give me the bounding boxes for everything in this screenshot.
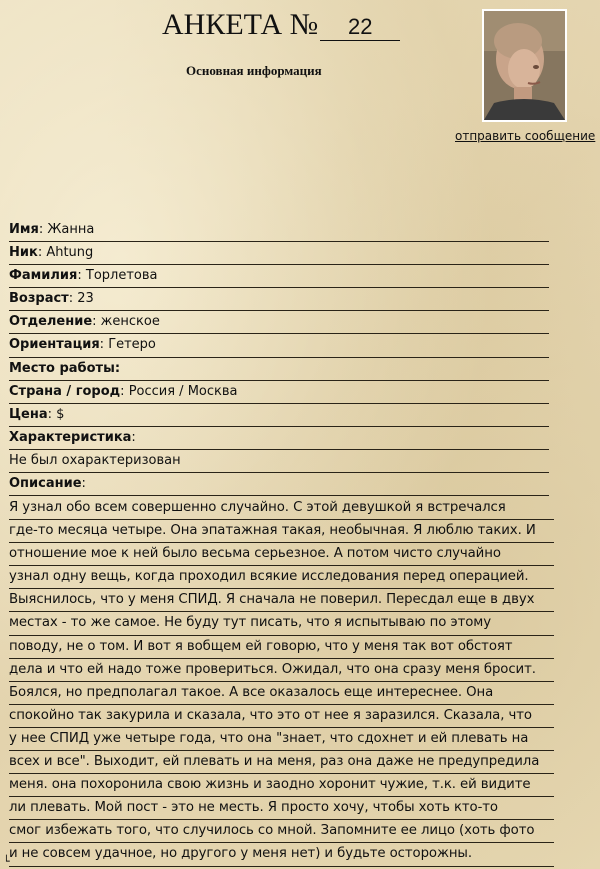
field-label: Имя (9, 222, 39, 237)
description-line: Боялся, но предполагал такое. А все оказалось еще интереснее. Она (9, 682, 554, 705)
field-value: Ahtung (46, 245, 94, 261)
send-message-link[interactable]: отправить сообщение (455, 129, 596, 143)
field-label: Ориентация (9, 337, 100, 353)
profile-photo-image (484, 11, 565, 120)
field-label: Цена (9, 406, 48, 422)
field-label: Фамилия (9, 268, 78, 284)
field-label: Место работы (9, 360, 115, 376)
profile-number: 22 (320, 14, 400, 41)
field-country-city: Страна / город: Россия / Москва (9, 381, 549, 404)
field-value: $ (56, 406, 65, 422)
description-line: меня. она похоронила свою жизнь и заодно хоронит чужие, т.к. ей видите (9, 774, 554, 797)
description-line: Выяснилось, что у меня СПИД. Я сначала не поверил. Пересдал еще в двух (9, 589, 554, 612)
profile-photo (482, 9, 567, 122)
field-surname: Фамилия: Торлетова (9, 265, 549, 288)
field-value: Россия / Москва (128, 383, 238, 399)
description-line: узнал одну вещь, когда проходил всякие исследования перед операцией. (9, 566, 554, 589)
field-label: Возраст (9, 291, 69, 307)
field-value: Жанна (47, 222, 95, 237)
field-name: Имя: Жанна (9, 219, 549, 242)
field-characteristic: Характеристика: (9, 427, 549, 450)
field-label: Отделение (9, 314, 93, 330)
description-line: ли плевать. Мой пост - это не месть. Я просто хочу, чтобы хоть кто-то (9, 797, 554, 820)
description-line: поводу, не о том. И вот я вобщем ей говорю, что у меня так вот обстоят (9, 636, 554, 659)
description-line: всех и все". Выходит, ей плевать и на меня, раз она даже не предупредила (9, 751, 554, 774)
field-value: женское (100, 314, 160, 330)
description-line: дела и что ей надо тоже провериться. Ожидал, что она сразу меня бросит. (9, 659, 554, 682)
field-label: Ник (9, 245, 38, 261)
field-age: Возраст: 23 (9, 288, 549, 311)
description-line: и не совсем удачное, но другого у меня нет) и будьте осторожны. (9, 843, 554, 866)
field-orientation: Ориентация: Гетеро (9, 334, 549, 357)
field-value: Торлетова (85, 268, 158, 284)
field-label: Страна / город (9, 383, 121, 399)
field-label: Характеристика (9, 429, 132, 445)
description-line: Я узнал обо всем совершенно случайно. С этой девушкой я встречался (9, 497, 554, 520)
description-line: местах - то же самое. Не буду тут писать, что я испытываю по этому (9, 612, 554, 635)
title-text: АНКЕТА № (162, 8, 319, 41)
description-line: спокойно так закурила и сказала, что это от нее я заразился. Сказала, что (9, 705, 554, 728)
section-subtitle: Основная информация (186, 63, 322, 78)
field-nick: Ник: Ahtung (9, 242, 549, 265)
field-price: Цена: $ (9, 404, 549, 427)
field-label: Описание (9, 476, 82, 492)
field-value: 23 (77, 291, 94, 307)
characteristic-text: Не был охарактеризован (9, 450, 549, 473)
profile-fields (9, 219, 549, 496)
field-department: Отделение: женское (9, 311, 549, 334)
description-line: отношение мое к ней было весьма серьезное. А потом чисто случайно (9, 543, 554, 566)
description-line: у нее СПИД уже четыре года, что она "знает, что сдохнет и ей плевать на (9, 728, 554, 751)
description-text (9, 497, 554, 867)
description-line: где-то месяца четыре. Она эпатажная такая, необычная. Я люблю таких. И (9, 520, 554, 543)
field-workplace: Место работы: (9, 358, 549, 381)
resize-corner-icon: └ (3, 855, 10, 868)
description-line: смог избежать того, что случилось со мной. Запомните ее лицо (хоть фото (9, 820, 554, 843)
page-title (162, 8, 400, 42)
field-description: Описание: (9, 473, 549, 496)
field-value: Гетеро (108, 337, 156, 353)
